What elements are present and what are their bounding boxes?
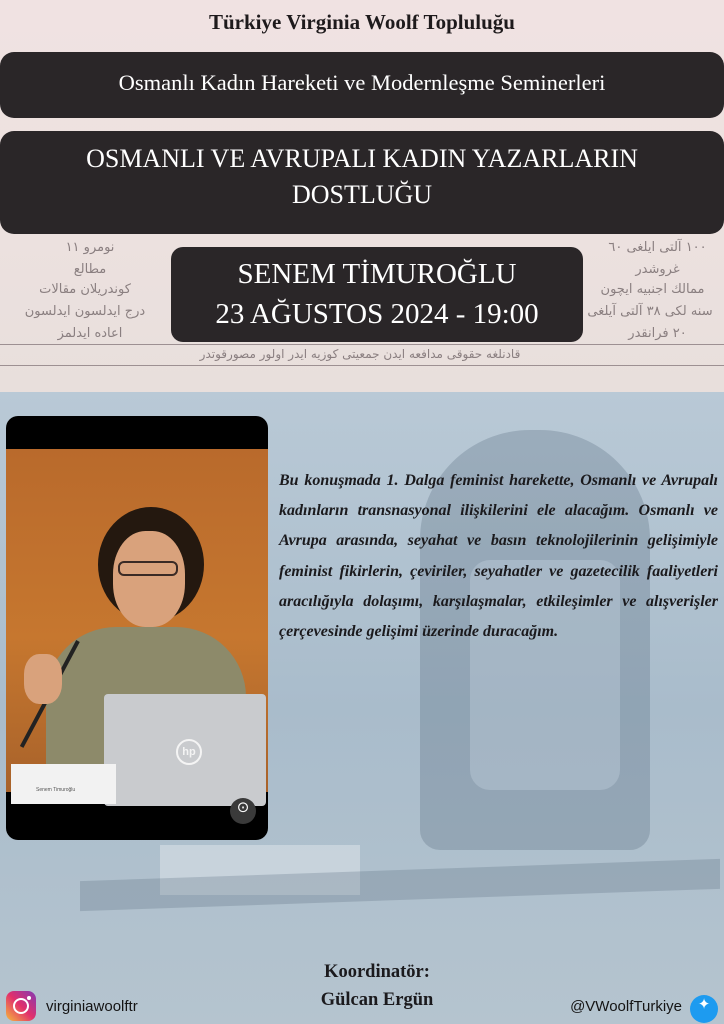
talk-title-line-2: DOSTLUĞU bbox=[291, 180, 433, 209]
masthead-left-line: اعاده ايدلمز bbox=[57, 326, 123, 341]
instagram-icon[interactable] bbox=[6, 991, 36, 1021]
instagram-handle[interactable]: virginiawoolftr bbox=[46, 998, 138, 1015]
seminar-series-banner bbox=[0, 52, 724, 118]
instagram-icon-dot bbox=[27, 996, 31, 1000]
masthead-right-line: ممالك اجنبيه ايچون bbox=[600, 282, 705, 297]
masthead-left-line: نومرو ۱۱ bbox=[65, 240, 115, 255]
society-name: Türkiye Virginia Woolf Topluluğu bbox=[209, 10, 515, 34]
event-datetime: 23 AĞUSTOS 2024 - 19:00 bbox=[215, 298, 539, 330]
seminar-series-title: Osmanlı Kadın Hareketi ve Modernleşme Seminerleri bbox=[118, 70, 606, 95]
speaker-hand bbox=[24, 654, 62, 704]
speaker-photo bbox=[6, 449, 268, 792]
twitter-handle[interactable]: @VWoolfTurkiye bbox=[570, 998, 682, 1015]
masthead-right-line: غروشدر bbox=[635, 262, 680, 277]
masthead-left-line: مطالع bbox=[73, 262, 107, 277]
coordinator-block bbox=[262, 958, 492, 1014]
talk-description: Bu konuşmada 1. Dalga feminist harekette, Osmanlı ve Avrupalı kadınların transnasyonal ilişkilerini ele alacağım. Osmanlı ve Avrupa arasında, seyahat ve basın teknolojilerinin gelişimiyle feminist fikirlerin, çeviriler, seyahatler ve gazetecilik faaliyetleri aracılığıyla dolaşımı, karşılaşmalar, etkileşimler ve alışverişler çerçevesinde gelişimi üzerinde duracağım. bbox=[279, 472, 718, 641]
masthead-right-line: سنه لكى ۳۸ آلتی آيلغى bbox=[587, 304, 713, 319]
lens-scan-icon[interactable]: ⊙ bbox=[230, 798, 256, 824]
speaker-face bbox=[113, 531, 185, 627]
talk-title-line-1: OSMANLI VE AVRUPALI KADIN YAZARLARIN bbox=[86, 144, 638, 173]
masthead-rule bbox=[0, 344, 724, 345]
speaker-photo-card bbox=[6, 416, 268, 840]
talk-title-banner bbox=[0, 131, 724, 234]
instagram-icon-ring bbox=[13, 998, 29, 1014]
masthead-left-line: كوندريلان مقالات bbox=[39, 282, 131, 297]
masthead-bottom-line: قادنلغه حقوقی مدافعه ايدن جمعيتی كوزيه ايدر اولور مصورقوتدر bbox=[199, 347, 521, 361]
speaker-name: SENEM TİMUROĞLU bbox=[237, 258, 517, 290]
speaker-banner bbox=[171, 247, 583, 342]
masthead-left-line: درج ايدلسون ايدلسون bbox=[24, 304, 146, 319]
twitter-bird-icon[interactable]: ✦ bbox=[690, 995, 718, 1023]
coordinator-label: Koordinatör: bbox=[324, 962, 430, 982]
coordinator-name: Gülcan Ergün bbox=[320, 990, 434, 1010]
nameplate bbox=[11, 764, 116, 804]
laptop-logo-icon: hp bbox=[176, 739, 202, 765]
nameplate-text: Senem Timuroğlu bbox=[36, 787, 76, 793]
speaker-glasses bbox=[118, 561, 178, 576]
masthead-rule bbox=[0, 365, 724, 366]
masthead-right-line: ۱۰۰ آلتی ايلغى ٦٠ bbox=[608, 240, 707, 255]
masthead-right-line: ۲۰ فرانقدر bbox=[628, 326, 687, 341]
